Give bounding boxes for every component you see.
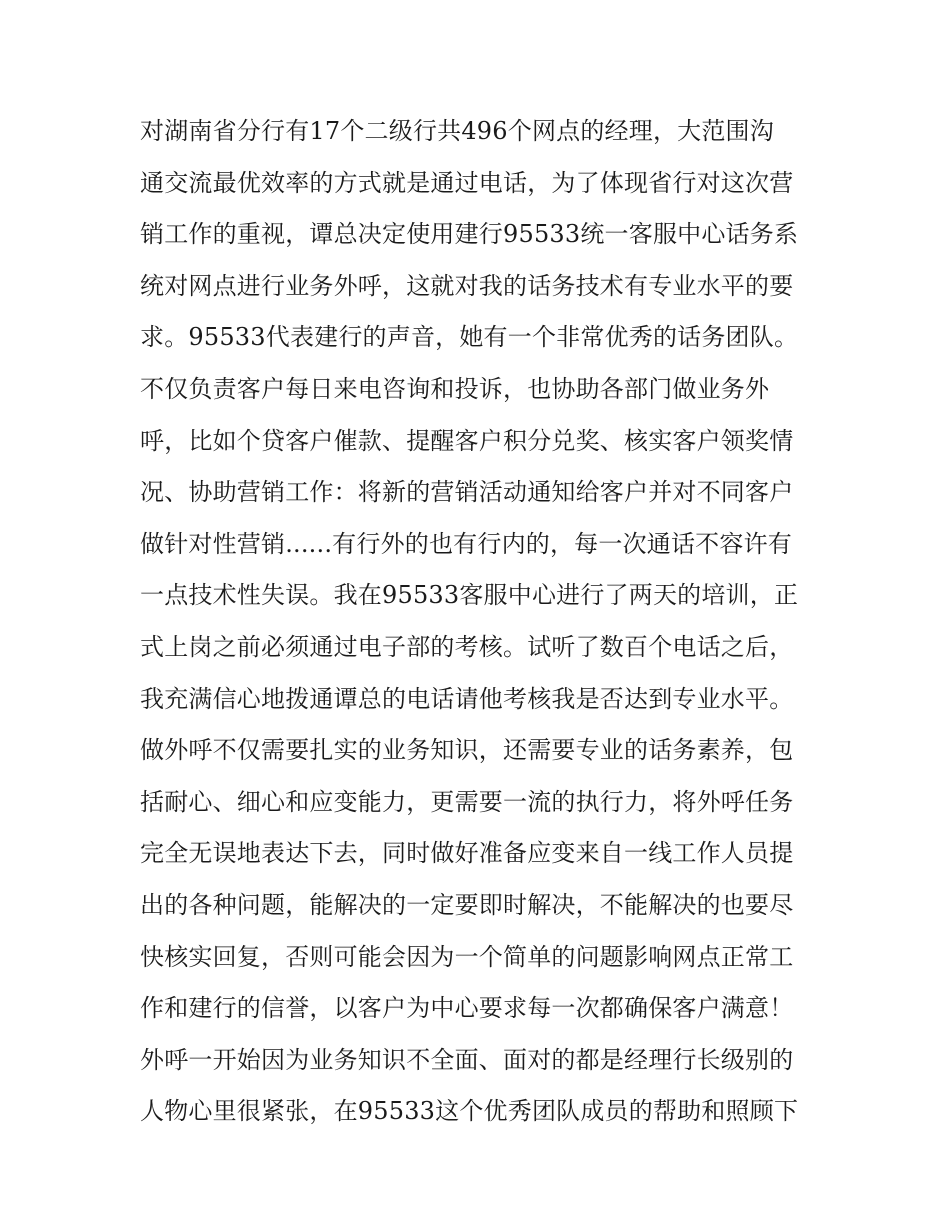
text-line: 不仅负责客户每日来电咨询和投诉，也协助各部门做业务外 (140, 374, 770, 403)
text-line: 况、协助营销工作：将新的营销活动通知给客户并对不同客户 (140, 478, 794, 507)
text-line: 括耐心、细心和应变能力，更需要一流的执行力，将外呼任务 (140, 787, 794, 816)
text-line: 统对网点进行业务外呼，这就对我的话务技术有专业水平的要 (140, 271, 794, 300)
text-line: 呼，比如个贷客户催款、提醒客户积分兑奖、核实客户领奖情 (140, 426, 794, 455)
text-line: 做外呼不仅需要扎实的业务知识，还需要专业的话务素养，包 (140, 736, 794, 765)
text-line: 完全无误地表达下去，同时做好准备应变来自一线工作人员提 (140, 839, 794, 868)
text-line: 出的各种问题，能解决的一定要即时解决，不能解决的也要尽 (140, 890, 794, 919)
text-line: 式上岗之前必须通过电子部的考核。试听了数百个电话之后， (140, 632, 794, 661)
text-line: 销工作的重视，谭总决定使用建行95533统一客服中心话务系 (140, 220, 799, 249)
text-line: 人物心里很紧张，在95533这个优秀团队成员的帮助和照顾下 (140, 1097, 799, 1126)
text-line: 通交流最优效率的方式就是通过电话，为了体现省行对这次营 (140, 168, 794, 197)
text-line: 快核实回复，否则可能会因为一个简单的问题影响网点正常工 (140, 942, 794, 971)
text-line: 求。95533代表建行的声音，她有一个非常优秀的话务团队。 (140, 323, 799, 352)
text-line: 作和建行的信誉，以客户为中心要求每一次都确保客户满意！ (140, 994, 794, 1023)
text-line: 一点技术性失误。我在95533客服中心进行了两天的培训，正 (140, 581, 799, 610)
text-line: 对湖南省分行有17个二级行共496个网点的经理，大范围沟 (140, 117, 774, 145)
text-line: 做针对性营销......有行外的也有行内的，每一次通话不容许有 (140, 529, 792, 558)
text-line: 外呼一开始因为业务知识不全面、面对的都是经理行长级别的 (140, 1045, 794, 1074)
body-text (140, 106, 820, 1138)
text-line: 我充满信心地拨通谭总的电话请他考核我是否达到专业水平。 (140, 684, 794, 713)
